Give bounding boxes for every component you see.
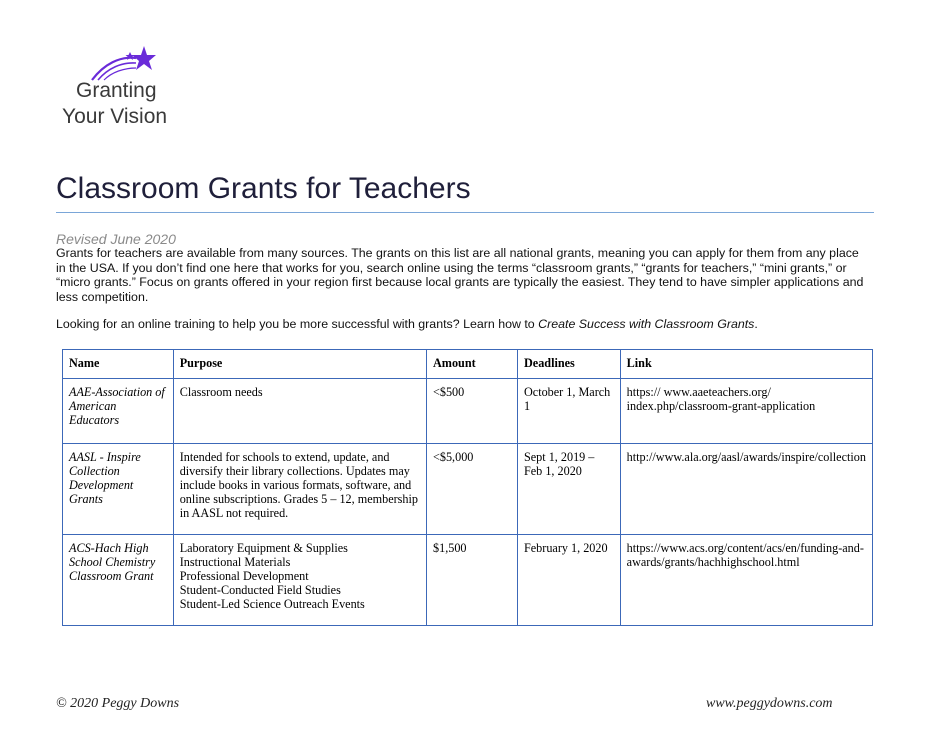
logo-line-1: Granting bbox=[76, 79, 157, 102]
grant-name: ACS-Hach High School Chemistry Classroom Grant bbox=[63, 535, 174, 626]
grant-link[interactable]: http://www.ala.org/aasl/awards/inspire/collection bbox=[620, 444, 872, 535]
logo bbox=[58, 44, 198, 130]
header-link: Link bbox=[620, 350, 872, 379]
grant-link[interactable]: https://www.acs.org/content/acs/en/funding-and-awards/grants/hachhighschool.html bbox=[620, 535, 872, 626]
grant-amount: <$500 bbox=[427, 379, 518, 444]
callout-end: . bbox=[754, 317, 758, 331]
grant-purpose: Intended for schools to extend, update, and diversify their library collections. Updates may include books in various formats, software, and online subscriptions. Grades 5 – 12, membership in AASL not required. bbox=[173, 444, 426, 535]
training-callout bbox=[56, 317, 866, 332]
page-title: Classroom Grants for Teachers bbox=[56, 172, 471, 205]
purpose-line: Student-Led Science Outreach Events bbox=[179, 597, 365, 611]
revised-date: Revised June 2020 bbox=[56, 231, 176, 247]
table-row bbox=[63, 535, 873, 626]
grant-name: AASL - Inspire Collection Development Grants bbox=[63, 444, 174, 535]
table-row bbox=[63, 379, 873, 444]
grant-purpose: Classroom needs bbox=[173, 379, 426, 444]
header-amount: Amount bbox=[427, 350, 518, 379]
shooting-star-icon bbox=[90, 44, 156, 82]
header-purpose: Purpose bbox=[173, 350, 426, 379]
training-title: Create Success with Classroom Grants bbox=[538, 317, 755, 331]
purpose-line: Instructional Materials bbox=[179, 555, 291, 569]
purpose-line: Laboratory Equipment & Supplies bbox=[179, 541, 348, 555]
grant-link[interactable]: https:// www.aaeteachers.org/ index.php/classroom-grant-application bbox=[620, 379, 872, 444]
logo-line-2: Your Vision bbox=[62, 105, 168, 128]
title-divider bbox=[56, 212, 874, 213]
table-row bbox=[63, 444, 873, 535]
grant-deadlines: February 1, 2020 bbox=[517, 535, 620, 626]
grant-purpose bbox=[173, 535, 426, 626]
purpose-line: Professional Development bbox=[179, 569, 309, 583]
header-deadlines: Deadlines bbox=[517, 350, 620, 379]
grant-amount: $1,500 bbox=[427, 535, 518, 626]
intro-paragraph: Grants for teachers are available from many sources. The grants on this list are all national grants, meaning you can apply for them from any place in the USA. If you don’t find one here that works for you, search online using the terms “classroom grants,” “grants for teachers,” “mini grants,” or “micro grants.” Focus on grants offered in your region first because local grants are typically the easiest. They tend to have simpler applications and less competition. bbox=[56, 246, 864, 304]
website-url[interactable]: www.peggydowns.com bbox=[706, 696, 833, 711]
grant-deadlines: Sept 1, 2019 – Feb 1, 2020 bbox=[517, 444, 620, 535]
callout-text: Looking for an online training to help you be more successful with grants? Learn how to bbox=[56, 317, 539, 331]
grant-deadlines: October 1, March 1 bbox=[517, 379, 620, 444]
grants-table bbox=[62, 349, 873, 626]
grant-name: AAE-Association of American Educators bbox=[63, 379, 174, 444]
grant-amount: <$5,000 bbox=[427, 444, 518, 535]
purpose-line: Student-Conducted Field Studies bbox=[179, 583, 341, 597]
header-name: Name bbox=[63, 350, 174, 379]
table-header-row bbox=[63, 350, 873, 379]
copyright: © 2020 Peggy Downs bbox=[56, 696, 180, 711]
